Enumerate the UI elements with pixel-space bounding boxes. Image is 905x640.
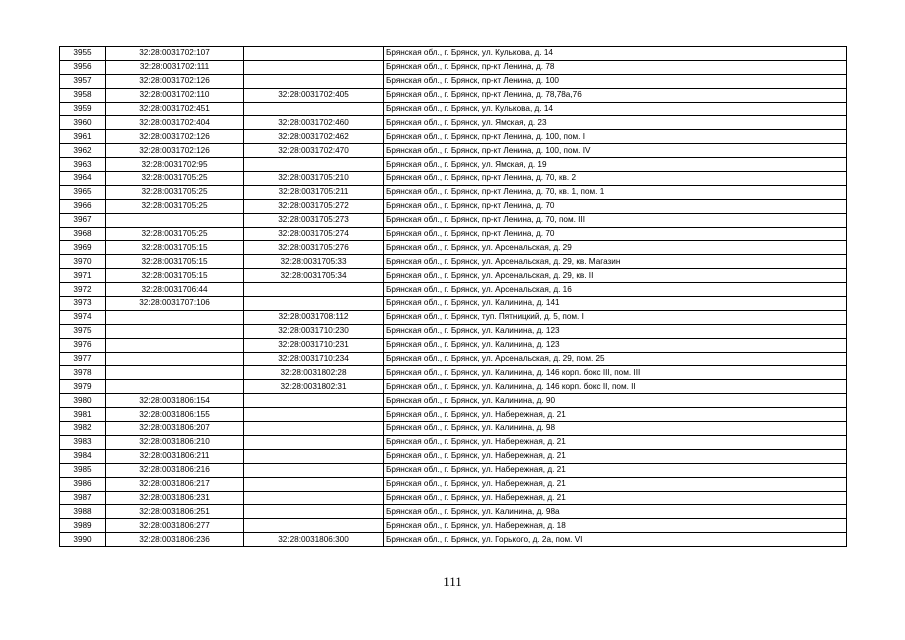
table-row <box>60 491 847 505</box>
table-row <box>60 255 847 269</box>
row-number-cell: 3987 <box>60 491 106 505</box>
cadastral-number-cell <box>106 352 244 366</box>
cadastral-number-cell: 32:28:0031702:126 <box>106 74 244 88</box>
table-row <box>60 47 847 61</box>
cadastral-number-cell <box>106 213 244 227</box>
object-cadastral-number-cell: 32:28:0031802:31 <box>244 380 384 394</box>
table-row <box>60 519 847 533</box>
row-number-cell: 3960 <box>60 116 106 130</box>
address-cell: Брянская обл., г. Брянск, ул. Набережная, д. 21 <box>384 435 847 449</box>
row-number-cell: 3976 <box>60 338 106 352</box>
row-number-cell: 3980 <box>60 394 106 408</box>
object-cadastral-number-cell <box>244 74 384 88</box>
address-cell: Брянская обл., г. Брянск, ул. Калинина, д. 146 корп. бокс III, пом. III <box>384 366 847 380</box>
cadastral-number-cell: 32:28:0031806:155 <box>106 408 244 422</box>
table-row <box>60 533 847 547</box>
object-cadastral-number-cell: 32:28:0031702:462 <box>244 130 384 144</box>
address-cell: Брянская обл., г. Брянск, ул. Калинина, д. 98а <box>384 505 847 519</box>
address-cell: Брянская обл., г. Брянск, ул. Набережная, д. 21 <box>384 449 847 463</box>
object-cadastral-number-cell: 32:28:0031705:211 <box>244 185 384 199</box>
table-row <box>60 199 847 213</box>
table-row <box>60 130 847 144</box>
row-number-cell: 3958 <box>60 88 106 102</box>
address-cell: Брянская обл., г. Брянск, пр-кт Ленина, д. 100 <box>384 74 847 88</box>
cadastral-number-cell: 32:28:0031705:25 <box>106 199 244 213</box>
object-cadastral-number-cell <box>244 477 384 491</box>
object-cadastral-number-cell <box>244 408 384 422</box>
cadastral-number-cell: 32:28:0031702:110 <box>106 88 244 102</box>
object-cadastral-number-cell: 32:28:0031710:230 <box>244 324 384 338</box>
table-row <box>60 505 847 519</box>
address-cell: Брянская обл., г. Брянск, ул. Набережная, д. 21 <box>384 408 847 422</box>
cadastral-number-cell: 32:28:0031806:207 <box>106 422 244 436</box>
cadastral-number-cell <box>106 366 244 380</box>
cadastral-number-cell: 32:28:0031705:25 <box>106 185 244 199</box>
row-number-cell: 3956 <box>60 60 106 74</box>
row-number-cell: 3984 <box>60 449 106 463</box>
object-cadastral-number-cell: 32:28:0031702:460 <box>244 116 384 130</box>
row-number-cell: 3989 <box>60 519 106 533</box>
cadastral-number-cell: 32:28:0031806:210 <box>106 435 244 449</box>
address-cell: Брянская обл., г. Брянск, ул. Калинина, д. 123 <box>384 338 847 352</box>
row-number-cell: 3972 <box>60 283 106 297</box>
object-cadastral-number-cell: 32:28:0031705:33 <box>244 255 384 269</box>
row-number-cell: 3966 <box>60 199 106 213</box>
cadastral-number-cell: 32:28:0031702:451 <box>106 102 244 116</box>
cadastral-number-cell <box>106 380 244 394</box>
table-row <box>60 435 847 449</box>
address-cell: Брянская обл., г. Брянск, ул. Кулькова, д. 14 <box>384 102 847 116</box>
row-number-cell: 3971 <box>60 269 106 283</box>
object-cadastral-number-cell <box>244 505 384 519</box>
address-cell: Брянская обл., г. Брянск, пр-кт Ленина, д. 100, пом. I <box>384 130 847 144</box>
row-number-cell: 3963 <box>60 158 106 172</box>
object-cadastral-number-cell <box>244 463 384 477</box>
object-cadastral-number-cell: 32:28:0031702:470 <box>244 144 384 158</box>
table-row <box>60 172 847 186</box>
table-row <box>60 338 847 352</box>
table-row <box>60 380 847 394</box>
table-row <box>60 185 847 199</box>
cadastral-number-cell: 32:28:0031706:44 <box>106 283 244 297</box>
object-cadastral-number-cell: 32:28:0031705:272 <box>244 199 384 213</box>
object-cadastral-number-cell <box>244 47 384 61</box>
cadastral-number-cell: 32:28:0031806:236 <box>106 533 244 547</box>
object-cadastral-number-cell: 32:28:0031710:234 <box>244 352 384 366</box>
table-row <box>60 60 847 74</box>
address-cell: Брянская обл., г. Брянск, пр-кт Ленина, д. 78,78а,76 <box>384 88 847 102</box>
object-cadastral-number-cell: 32:28:0031705:34 <box>244 269 384 283</box>
table-row <box>60 227 847 241</box>
cadastral-number-cell: 32:28:0031806:251 <box>106 505 244 519</box>
row-number-cell: 3962 <box>60 144 106 158</box>
cadastral-number-cell <box>106 324 244 338</box>
address-cell: Брянская обл., г. Брянск, ул. Арсенальская, д. 29, кв. II <box>384 269 847 283</box>
table-row <box>60 310 847 324</box>
table-row <box>60 269 847 283</box>
row-number-cell: 3988 <box>60 505 106 519</box>
address-cell: Брянская обл., г. Брянск, ул. Калинина, д. 98 <box>384 422 847 436</box>
address-cell: Брянская обл., г. Брянск, ул. Горького, д. 2а, пом. VI <box>384 533 847 547</box>
row-number-cell: 3977 <box>60 352 106 366</box>
object-cadastral-number-cell <box>244 283 384 297</box>
address-cell: Брянская обл., г. Брянск, ул. Набережная, д. 21 <box>384 491 847 505</box>
address-cell: Брянская обл., г. Брянск, туп. Пятницкий, д. 5, пом. I <box>384 310 847 324</box>
row-number-cell: 3990 <box>60 533 106 547</box>
row-number-cell: 3982 <box>60 422 106 436</box>
table-row <box>60 477 847 491</box>
object-cadastral-number-cell <box>244 422 384 436</box>
table-row <box>60 241 847 255</box>
row-number-cell: 3974 <box>60 310 106 324</box>
row-number-cell: 3965 <box>60 185 106 199</box>
address-cell: Брянская обл., г. Брянск, пр-кт Ленина, д. 70 <box>384 199 847 213</box>
row-number-cell: 3986 <box>60 477 106 491</box>
address-cell: Брянская обл., г. Брянск, пр-кт Ленина, д. 70, пом. III <box>384 213 847 227</box>
object-cadastral-number-cell <box>244 297 384 311</box>
cadastral-number-cell <box>106 310 244 324</box>
address-cell: Брянская обл., г. Брянск, ул. Ямская, д. 19 <box>384 158 847 172</box>
address-cell: Брянская обл., г. Брянск, пр-кт Ленина, д. 100, пом. IV <box>384 144 847 158</box>
address-cell: Брянская обл., г. Брянск, ул. Арсенальская, д. 29, пом. 25 <box>384 352 847 366</box>
address-cell: Брянская обл., г. Брянск, ул. Кулькова, д. 14 <box>384 47 847 61</box>
cadastral-number-cell: 32:28:0031702:404 <box>106 116 244 130</box>
address-cell: Брянская обл., г. Брянск, ул. Арсенальская, д. 16 <box>384 283 847 297</box>
cadastral-number-cell: 32:28:0031705:15 <box>106 269 244 283</box>
table-row <box>60 102 847 116</box>
table-row <box>60 297 847 311</box>
cadastral-number-cell: 32:28:0031702:107 <box>106 47 244 61</box>
address-cell: Брянская обл., г. Брянск, ул. Калинина, д. 141 <box>384 297 847 311</box>
cadastral-number-cell: 32:28:0031705:25 <box>106 172 244 186</box>
cadastral-number-cell: 32:28:0031806:231 <box>106 491 244 505</box>
address-cell: Брянская обл., г. Брянск, ул. Калинина, д. 146 корп. бокс II, пом. II <box>384 380 847 394</box>
object-cadastral-number-cell: 32:28:0031806:300 <box>244 533 384 547</box>
cadastral-number-cell: 32:28:0031806:217 <box>106 477 244 491</box>
table-row <box>60 213 847 227</box>
object-cadastral-number-cell: 32:28:0031702:405 <box>244 88 384 102</box>
object-cadastral-number-cell <box>244 102 384 116</box>
table-row <box>60 88 847 102</box>
table-row <box>60 422 847 436</box>
cadastral-number-cell: 32:28:0031705:25 <box>106 227 244 241</box>
address-cell: Брянская обл., г. Брянск, ул. Калинина, д. 90 <box>384 394 847 408</box>
registry-table <box>59 46 847 547</box>
table-row <box>60 449 847 463</box>
cadastral-number-cell: 32:28:0031806:211 <box>106 449 244 463</box>
cadastral-number-cell: 32:28:0031806:216 <box>106 463 244 477</box>
cadastral-number-cell: 32:28:0031705:15 <box>106 255 244 269</box>
table-row <box>60 158 847 172</box>
row-number-cell: 3967 <box>60 213 106 227</box>
row-number-cell: 3959 <box>60 102 106 116</box>
object-cadastral-number-cell <box>244 394 384 408</box>
cadastral-number-cell: 32:28:0031702:126 <box>106 130 244 144</box>
table-row <box>60 408 847 422</box>
row-number-cell: 3955 <box>60 47 106 61</box>
row-number-cell: 3978 <box>60 366 106 380</box>
object-cadastral-number-cell: 32:28:0031705:276 <box>244 241 384 255</box>
address-cell: Брянская обл., г. Брянск, ул. Калинина, д. 123 <box>384 324 847 338</box>
address-cell: Брянская обл., г. Брянск, ул. Набережная, д. 21 <box>384 463 847 477</box>
object-cadastral-number-cell <box>244 60 384 74</box>
cadastral-number-cell: 32:28:0031702:111 <box>106 60 244 74</box>
cadastral-number-cell: 32:28:0031806:277 <box>106 519 244 533</box>
address-cell: Брянская обл., г. Брянск, пр-кт Ленина, д. 78 <box>384 60 847 74</box>
row-number-cell: 3979 <box>60 380 106 394</box>
address-cell: Брянская обл., г. Брянск, пр-кт Ленина, д. 70 <box>384 227 847 241</box>
table-row <box>60 74 847 88</box>
address-cell: Брянская обл., г. Брянск, ул. Арсенальская, д. 29, кв. Магазин <box>384 255 847 269</box>
object-cadastral-number-cell <box>244 491 384 505</box>
object-cadastral-number-cell <box>244 449 384 463</box>
table-row <box>60 283 847 297</box>
object-cadastral-number-cell: 32:28:0031705:273 <box>244 213 384 227</box>
cadastral-number-cell: 32:28:0031806:154 <box>106 394 244 408</box>
table-row <box>60 116 847 130</box>
table-row <box>60 352 847 366</box>
address-cell: Брянская обл., г. Брянск, пр-кт Ленина, д. 70, кв. 2 <box>384 172 847 186</box>
row-number-cell: 3964 <box>60 172 106 186</box>
table-row <box>60 144 847 158</box>
address-cell: Брянская обл., г. Брянск, ул. Арсенальская, д. 29 <box>384 241 847 255</box>
object-cadastral-number-cell: 32:28:0031710:231 <box>244 338 384 352</box>
registry-table-body <box>60 47 847 547</box>
address-cell: Брянская обл., г. Брянск, ул. Ямская, д. 23 <box>384 116 847 130</box>
cadastral-number-cell: 32:28:0031705:15 <box>106 241 244 255</box>
cadastral-number-cell: 32:28:0031702:126 <box>106 144 244 158</box>
object-cadastral-number-cell: 32:28:0031708:112 <box>244 310 384 324</box>
row-number-cell: 3981 <box>60 408 106 422</box>
row-number-cell: 3968 <box>60 227 106 241</box>
row-number-cell: 3957 <box>60 74 106 88</box>
row-number-cell: 3985 <box>60 463 106 477</box>
cadastral-number-cell <box>106 338 244 352</box>
object-cadastral-number-cell: 32:28:0031705:274 <box>244 227 384 241</box>
object-cadastral-number-cell <box>244 158 384 172</box>
row-number-cell: 3983 <box>60 435 106 449</box>
row-number-cell: 3969 <box>60 241 106 255</box>
page-number: 111 <box>443 574 462 589</box>
address-cell: Брянская обл., г. Брянск, ул. Набережная, д. 21 <box>384 477 847 491</box>
row-number-cell: 3973 <box>60 297 106 311</box>
object-cadastral-number-cell: 32:28:0031802:28 <box>244 366 384 380</box>
object-cadastral-number-cell <box>244 519 384 533</box>
row-number-cell: 3961 <box>60 130 106 144</box>
table-row <box>60 463 847 477</box>
cadastral-number-cell: 32:28:0031702:95 <box>106 158 244 172</box>
object-cadastral-number-cell: 32:28:0031705:210 <box>244 172 384 186</box>
table-row <box>60 394 847 408</box>
address-cell: Брянская обл., г. Брянск, ул. Набережная, д. 18 <box>384 519 847 533</box>
table-row <box>60 366 847 380</box>
address-cell: Брянская обл., г. Брянск, пр-кт Ленина, д. 70, кв. 1, пом. 1 <box>384 185 847 199</box>
row-number-cell: 3970 <box>60 255 106 269</box>
object-cadastral-number-cell <box>244 435 384 449</box>
table-row <box>60 324 847 338</box>
row-number-cell: 3975 <box>60 324 106 338</box>
cadastral-number-cell: 32:28:0031707:106 <box>106 297 244 311</box>
